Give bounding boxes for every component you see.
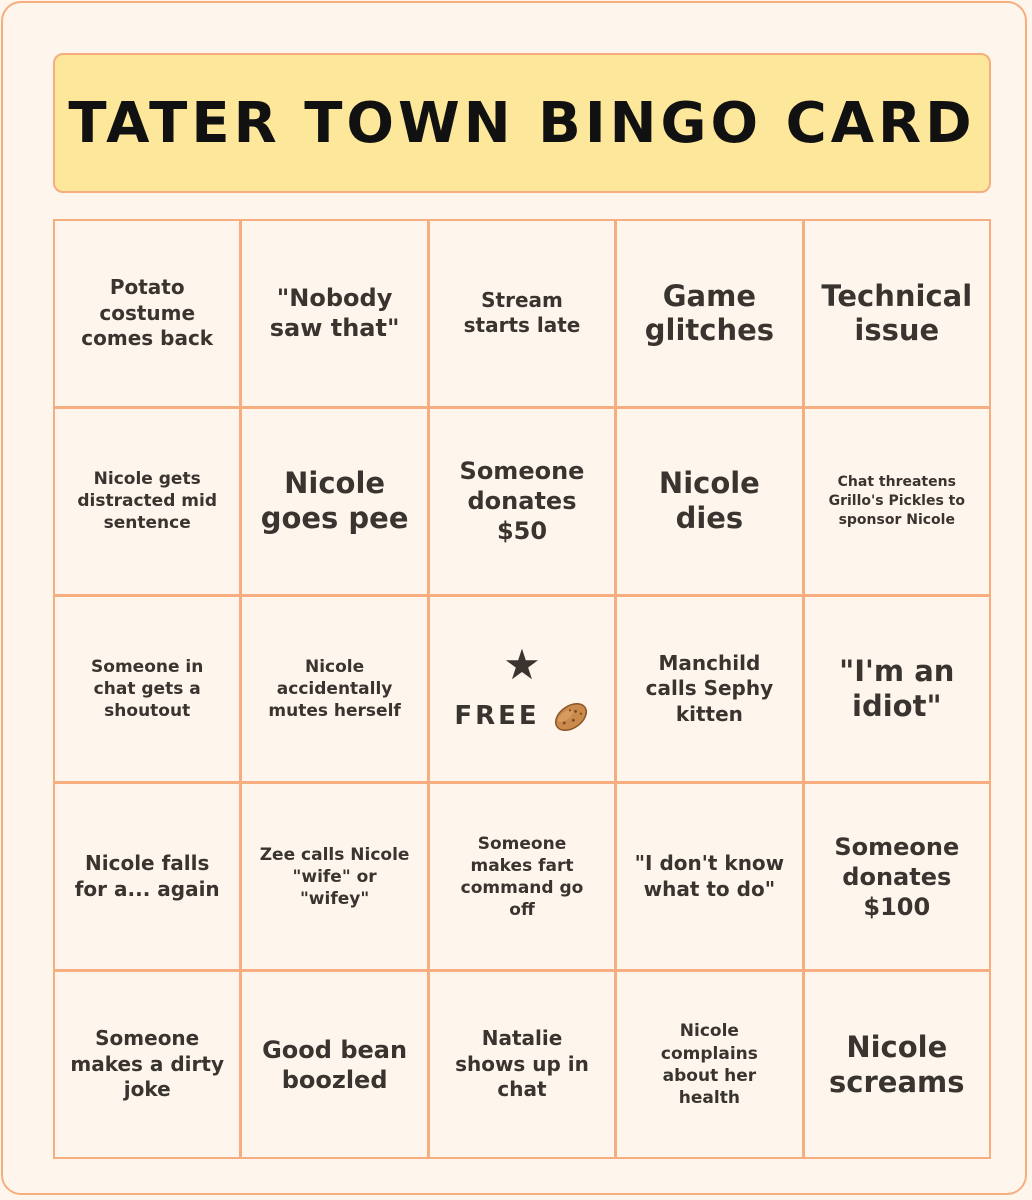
bingo-cell[interactable]: Manchild calls Sephy kitten xyxy=(617,597,801,782)
bingo-cell[interactable]: Someone donates $100 xyxy=(805,784,989,969)
bingo-cell[interactable]: Nicole screams xyxy=(805,972,989,1157)
bingo-cell[interactable]: "Nobody saw that" xyxy=(242,221,426,406)
star-icon: ★ xyxy=(503,639,541,689)
bingo-cell[interactable]: Nicole gets distracted mid sentence xyxy=(55,409,239,594)
bingo-cell[interactable]: Chat threatens Grillo's Pickles to sponsor Nicole xyxy=(805,409,989,594)
bingo-cell[interactable]: Someone donates $50 xyxy=(430,409,614,594)
bingo-cell[interactable]: Someone makes a dirty joke xyxy=(55,972,239,1157)
bingo-cell[interactable]: Good bean boozled xyxy=(242,972,426,1157)
bingo-cell[interactable]: Someone makes fart command go off xyxy=(430,784,614,969)
bingo-card xyxy=(1,1,1027,1195)
free-label: FREE xyxy=(454,701,540,732)
bingo-grid xyxy=(53,219,991,1159)
bingo-cell[interactable]: Nicole goes pee xyxy=(242,409,426,594)
bingo-cell[interactable]: Technical issue xyxy=(805,221,989,406)
title-banner xyxy=(53,53,991,193)
potato-icon xyxy=(552,700,590,734)
bingo-cell[interactable]: Zee calls Nicole "wife" or "wifey" xyxy=(242,784,426,969)
bingo-cell[interactable]: Game glitches xyxy=(617,221,801,406)
bingo-cell[interactable]: Someone in chat gets a shoutout xyxy=(55,597,239,782)
bingo-cell[interactable]: Nicole falls for a... again xyxy=(55,784,239,969)
bingo-cell[interactable]: Nicole accidentally mutes herself xyxy=(242,597,426,782)
bingo-cell[interactable]: "I don't know what to do" xyxy=(617,784,801,969)
free-space[interactable] xyxy=(430,597,614,782)
card-title: TATER TOWN BINGO CARD xyxy=(68,90,976,156)
bingo-cell[interactable]: Stream starts late xyxy=(430,221,614,406)
bingo-cell[interactable]: "I'm an idiot" xyxy=(805,597,989,782)
bingo-cell[interactable]: Natalie shows up in chat xyxy=(430,972,614,1157)
bingo-cell[interactable]: Nicole dies xyxy=(617,409,801,594)
bingo-cell[interactable]: Nicole complains about her health xyxy=(617,972,801,1157)
bingo-cell[interactable]: Potato costume comes back xyxy=(55,221,239,406)
